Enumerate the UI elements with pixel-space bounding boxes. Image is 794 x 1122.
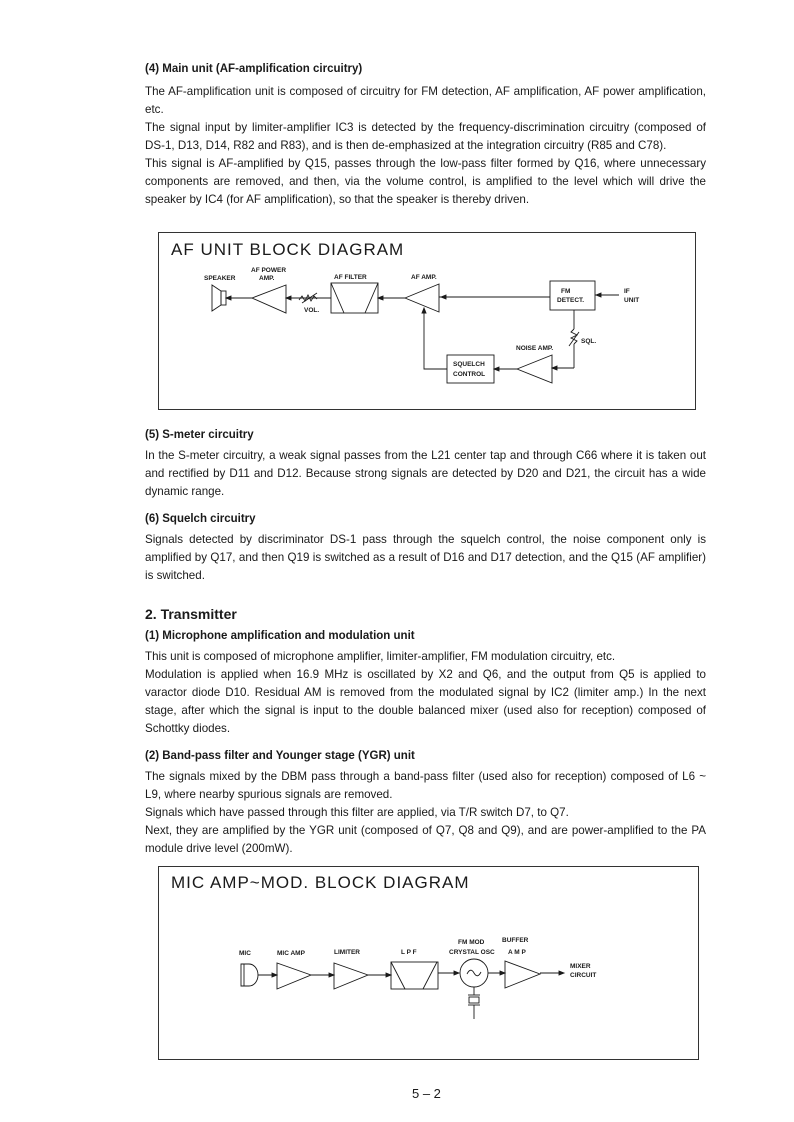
af-filter-box <box>331 283 378 313</box>
diagram-label: L P F <box>401 949 417 956</box>
transmitter-sub2-heading: (2) Band-pass filter and Younger stage (YGR) unit <box>145 750 415 762</box>
section-4-heading: (4) Main unit (AF-amplification circuitry) <box>145 63 363 75</box>
arrow-icon <box>559 971 564 975</box>
diagram-label: MIC <box>239 950 251 957</box>
diagram-line <box>391 962 405 989</box>
diagram-label: AMP. <box>259 275 275 282</box>
af-amp-triangle <box>405 284 439 312</box>
paragraph: Modulation is applied when 16.9 MHz is oscillated by X2 and Q6, and the output from Q5 is applied to varactor diode D10. Residual AM is removed from the modulated signal by IC2 (limiter amp.) In the next stage, after which the signal is input to the double balanced mixer (used also for reception) composed of Schottky diodes. <box>145 668 706 735</box>
arrow-icon <box>378 296 383 300</box>
section-6-body: Signals detected by discriminator DS-1 pass through the squelch control, the noise component only is amplified by Q17, and then Q19 is switched as a result of D16 and D17 detection, and the Q15 (AF amplifier) is switched. <box>145 533 706 582</box>
paragraph: The AF-amplification unit is composed of circuitry for FM detection, AF amplification, AF power amplification, etc. <box>145 85 706 116</box>
transmitter-sub1-body <box>145 648 706 738</box>
diagram-line <box>423 962 437 989</box>
signal-line <box>424 309 447 369</box>
paragraph: Next, they are amplified by the YGR unit (composed of Q7, Q8 and Q9), and are power-amplified to the PA module drive level (200mW). <box>145 824 706 855</box>
af-power-amp-triangle <box>252 285 286 313</box>
diagram-label: AF AMP. <box>411 274 437 281</box>
diagram-label: NOISE AMP. <box>516 345 554 352</box>
transmitter-heading: 2. Transmitter <box>145 606 237 622</box>
diagram-label: SQL. <box>581 338 597 345</box>
paragraph: This unit is composed of microphone amplifier, limiter-amplifier, FM modulation circuitry, etc. <box>145 650 616 663</box>
diagram-label: FM <box>561 288 571 295</box>
section-6-heading: (6) Squelch circuitry <box>145 513 256 525</box>
arrow-icon <box>422 308 426 313</box>
arrow-icon <box>454 971 459 975</box>
mic-amp-mod-block-diagram <box>158 866 699 1060</box>
diagram-label: IF <box>624 288 630 295</box>
diagram-label: BUFFER <box>502 937 529 944</box>
diagram-title: MIC AMP~MOD. BLOCK DIAGRAM <box>171 873 470 892</box>
crystal-icon <box>469 997 479 1003</box>
arrow-icon <box>272 973 277 977</box>
diagram-label: UNIT <box>624 297 640 304</box>
speaker-icon <box>212 285 226 311</box>
page-number: 5 – 2 <box>412 1086 441 1101</box>
diagram-label: CONTROL <box>453 371 486 378</box>
paragraph: This signal is AF-amplified by Q15, passes through the low-pass filter formed by Q16, where unnecessary components are removed, and then, via the volume control, is amplified to the level which will drive the speaker by IC4 (for AF amplification), so that the speaker is thereby driven. <box>145 157 706 206</box>
diagram-label: MIC AMP <box>277 950 305 957</box>
arrow-icon <box>552 366 557 370</box>
diagram-line <box>212 285 221 311</box>
arrow-icon <box>441 295 446 299</box>
diagram-title: AF UNIT BLOCK DIAGRAM <box>171 240 405 259</box>
buffer-amp-triangle <box>505 961 540 988</box>
diagram-label: SQUELCH <box>453 361 485 368</box>
squelch-control-box <box>447 355 494 383</box>
limiter-triangle <box>334 963 368 989</box>
diagram-label: AF FILTER <box>334 274 367 281</box>
diagram-label: A M P <box>508 949 526 956</box>
arrow-icon <box>386 973 391 977</box>
fm-detect-box <box>550 281 595 310</box>
diagram-label: MIXER <box>570 963 591 970</box>
diagram-line <box>365 283 378 313</box>
section-4-body <box>145 83 706 209</box>
diagram-label: AF POWER <box>251 267 287 274</box>
diagram-label: LIMITER <box>334 949 360 956</box>
diagram-label: DETECT. <box>557 297 585 304</box>
paragraph: Signals which have passed through this filter are applied, via T/R switch D7, to Q7. <box>145 806 569 819</box>
diagram-line <box>467 970 481 976</box>
transmitter-sub1-heading: (1) Microphone amplification and modulation unit <box>145 630 415 642</box>
diagram-line <box>331 283 344 313</box>
diagram-label: VOL. <box>304 307 320 314</box>
diagram-label: SPEAKER <box>204 275 236 282</box>
diagram-label: CIRCUIT <box>570 972 597 979</box>
arrow-icon <box>329 973 334 977</box>
paragraph: The signal input by limiter-amplifier IC3 is detected by the frequency-discrimination circuitry (composed of DS-1, D13, D14, R82 and R83), and is then de-emphasized at the integration circuitry (R85 and C78). <box>145 121 706 152</box>
arrow-icon <box>596 293 601 297</box>
diagram-label: CRYSTAL OSC <box>449 949 495 956</box>
noise-amp-triangle <box>517 355 552 383</box>
paragraph: The signals mixed by the DBM pass through a band-pass filter (used also for reception) composed of L6 ~ L9, where nearby spurious signals are removed. <box>145 770 706 801</box>
mic-amp-triangle <box>277 963 311 989</box>
section-5-body: In the S-meter circuitry, a weak signal passes from the L21 center tap and through C66 where it is taken out and rectified by D11 and D12. Because strong signals are detected by D20 and D21, the circuit has a wide dynamic range. <box>145 449 706 498</box>
diagram-label: FM MOD <box>458 939 485 946</box>
arrow-icon <box>500 971 505 975</box>
arrow-icon <box>286 296 291 300</box>
af-unit-block-diagram <box>158 232 696 410</box>
arrow-icon <box>226 296 231 300</box>
transmitter-sub2-body <box>145 768 706 858</box>
section-5-heading: (5) S-meter circuitry <box>145 429 254 441</box>
arrow-icon <box>494 367 499 371</box>
